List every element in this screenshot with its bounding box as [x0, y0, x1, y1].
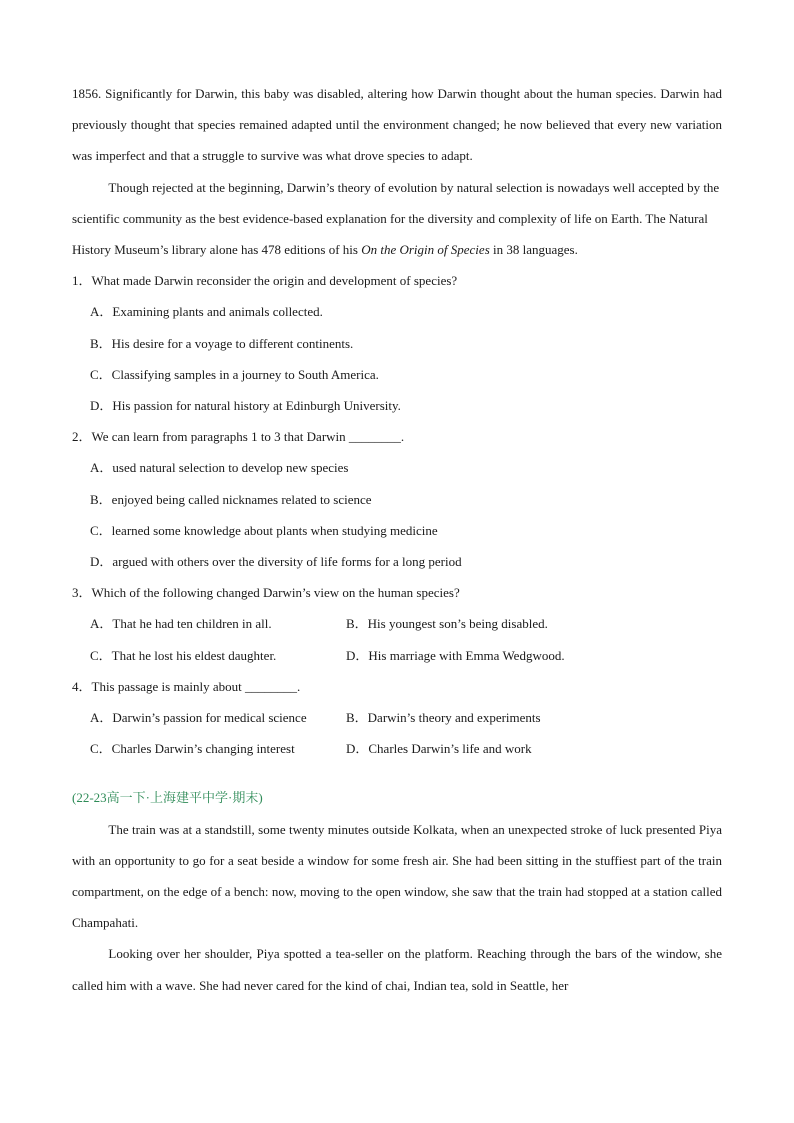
question-3-option-row	[72, 608, 722, 639]
question-2-option-d: D．argued with others over the diversity of life forms for a long period	[90, 554, 462, 570]
question-2-option-row	[72, 515, 722, 546]
question-4-option-d: D．Charles Darwin’s life and work	[346, 741, 532, 757]
question-3-option-b: B．His youngest son’s being disabled.	[346, 616, 548, 632]
question-3-option-row	[72, 640, 722, 671]
source-label: (22-23高一下·上海建平中学·期末)	[72, 790, 263, 806]
passage2-paragraph-2: Looking over her shoulder, Piya spotted a tea-seller on the platform. Reaching through the bars of the window, she called him with a wave. She had never cared for the kind of chai, Indian tea, sold in Seattle, her	[72, 946, 722, 993]
question-1-option-b: B．His desire for a voyage to different continents.	[90, 335, 354, 351]
question-2-option-c: C．learned some knowledge about plants when studying medicine	[90, 522, 438, 538]
question-2-option-a: A．used natural selection to develop new species	[90, 460, 349, 476]
passage2-paragraph-1: The train was at a standstill, some twenty minutes outside Kolkata, when an unexpected stroke of luck presented Piya with an opportunity to go for a seat beside a window for some fresh air. She had been sitting in the stuffiest part of the train compartment, on the edge of a bench: now, moving to the open window, she saw that the train had stopped at a station called Champahati.	[72, 821, 722, 931]
question-3-option-c: C．That he lost his eldest daughter.	[90, 647, 277, 663]
question-2-option-row	[72, 546, 722, 577]
question-2-stem: 2．We can learn from paragraphs 1 to 3 that Darwin ________.	[72, 429, 405, 445]
question-4-option-c: C．Charles Darwin’s changing interest	[90, 741, 295, 757]
question-2-option-row	[72, 452, 722, 483]
passage1-last-text-before: Though rejected at the beginning, Darwin’s theory of evolution by natural selection is nowadays well accepted by the scientific community as the best evidence-based explanation for the diversity and complexity of life on Earth. The Natural History Museum’s library alone has 478 editions of his	[72, 179, 720, 258]
question-4-option-row	[72, 702, 722, 733]
document-content	[72, 78, 722, 1001]
question-2-option-b: B．enjoyed being called nicknames related to science	[90, 491, 372, 507]
question-1-option-row	[72, 328, 722, 359]
question-1-option-d: D．His passion for natural history at Edinburgh University.	[90, 398, 401, 414]
passage1-paragraph-continued: 1856. Significantly for Darwin, this baby was disabled, altering how Darwin thought about the human species. Darwin had previously thought that species remained adapted until the environment changed; he now believed that every new variation was imperfect and that a struggle to survive was what drove species to adapt.	[72, 86, 722, 164]
question-1-option-row	[72, 359, 722, 390]
book-title: On the Origin of Species	[361, 242, 490, 258]
question-3-stem: 3．Which of the following changed Darwin’s view on the human species?	[72, 585, 460, 601]
question-2-option-row	[72, 484, 722, 515]
question-1-option-row	[72, 390, 722, 421]
question-3-option-a: A．That he had ten children in all.	[90, 616, 272, 632]
question-1-option-c: C．Classifying samples in a journey to South America.	[90, 366, 379, 382]
question-3-option-d: D．His marriage with Emma Wedgwood.	[346, 647, 565, 663]
passage1-last-text-after: in 38 languages.	[489, 242, 578, 258]
question-1-stem: 1．What made Darwin reconsider the origin and development of species?	[72, 273, 458, 289]
question-4-option-row	[72, 733, 722, 764]
question-4-option-b: B．Darwin’s theory and experiments	[346, 710, 541, 726]
question-4-stem: 4．This passage is mainly about ________.	[72, 678, 301, 694]
question-1-option-a: A．Examining plants and animals collected.	[90, 304, 323, 320]
question-4-option-a: A．Darwin’s passion for medical science	[90, 710, 307, 726]
question-1-option-row	[72, 296, 722, 327]
passage1-paragraph-last	[72, 172, 722, 266]
